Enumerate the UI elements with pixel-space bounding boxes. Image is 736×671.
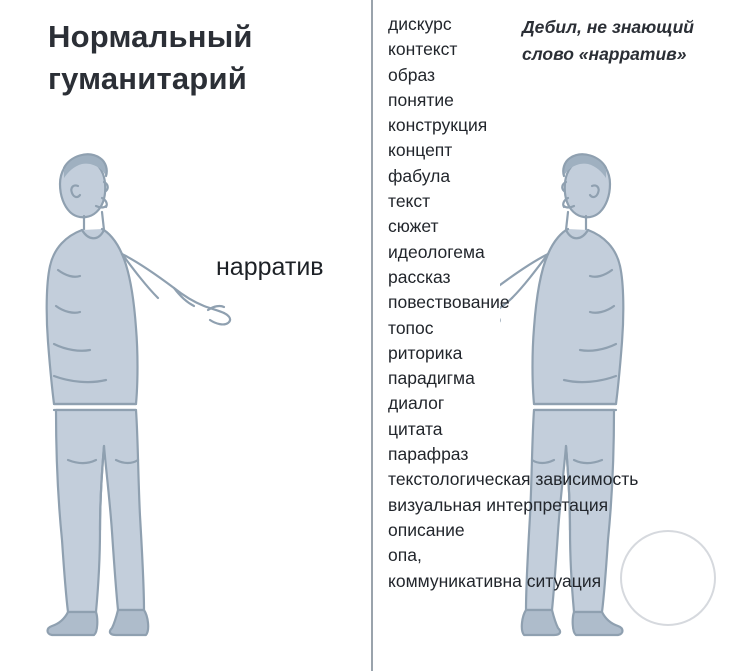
list-item: диалог (388, 393, 445, 414)
list-item: образ (388, 64, 436, 85)
left-panel-title: Нормальный гуманитарий (48, 19, 253, 96)
pointing-man-left-figure (18, 120, 248, 650)
list-item: конструкция (388, 115, 488, 136)
list-item: концепт (388, 140, 453, 161)
list-item: рассказ (388, 266, 451, 287)
list-item: контекст (388, 39, 458, 60)
list-item: повествование (388, 292, 510, 313)
list-item: описание (388, 519, 465, 540)
list-item: риторика (388, 342, 463, 363)
list-item: опа, (388, 545, 422, 566)
list-item: текст (388, 191, 431, 212)
list-item: фабула (388, 165, 451, 186)
list-item: визуальная интерпретация (388, 494, 609, 515)
list-item: коммуникативна ситуация (388, 570, 602, 591)
right-panel-title: Дебил, не знающий слово «нарратив» (522, 17, 694, 65)
list-item: цитата (388, 418, 443, 439)
list-item: дискурс (388, 14, 452, 34)
vertical-divider (371, 0, 373, 671)
list-item: парафраз (388, 444, 469, 465)
word-list (388, 12, 733, 594)
list-item: парадигма (388, 368, 475, 389)
center-word: нарратив (216, 253, 324, 281)
list-item: понятие (388, 89, 454, 110)
list-item: сюжет (388, 216, 439, 237)
list-item: текстологическая зависимость (388, 469, 639, 490)
list-item: топос (388, 317, 434, 338)
list-item: идеологема (388, 241, 485, 262)
